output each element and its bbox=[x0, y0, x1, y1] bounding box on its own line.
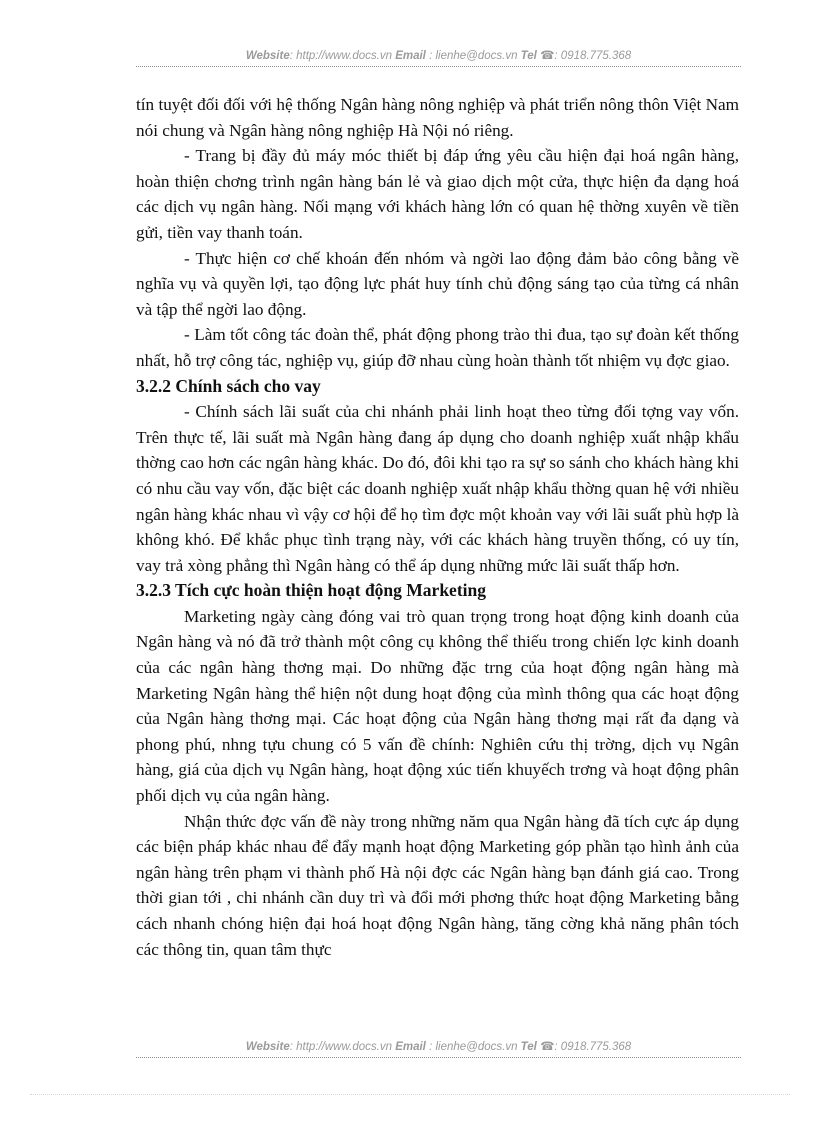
paragraph-7: Nhận thức đợc vấn đề này trong những năm qua Ngân hàng đã tích cực áp dụng các biện pháp khác nhau để đẩy mạnh hoạt động Marketing góp phần tạo hình ảnh của ngân hàng trên phạm vi thành phố Hà nội đợc các Ngân hàng bạn đánh giá cao. Trong thời gian tới , chi nhánh cần duy trì và đổi mới phơng thức hoạt động Marketing bằng cách nhanh chóng hiện đại hoá hoạt động Ngân hàng, tăng cờng khả năng phân tóch các thông tin, quan tâm thực bbox=[136, 811, 739, 959]
header-rule bbox=[136, 66, 741, 67]
paragraph-4: - Làm tốt công tác đoàn thể, phát động phong trào thi đua, tạo sự đoàn kết thống nhất, hỗ trợ công tác, nghiệp vụ, giúp đỡ nhau cùng hoàn thành tốt nhiệm vụ đợc giao. bbox=[136, 325, 739, 370]
paragraph-6: Marketing ngày càng đóng vai trò quan trọng trong hoạt động kinh doanh của Ngân hàng và nó đã trở thành một công cụ không thể thiếu trong chiến lợc kinh doanh của các ngân hàng thơng mại. Do những đặc trng của hoạt động ngân hàng mà Marketing Ngân hàng thể hiện nột dung hoạt động của mình thông qua các hoạt động của Ngân hàng thơng mại. Các hoạt động của Ngân hàng thơng mại rất đa dạng và phong phú, nhng tựu chung có 5 vấn đề chính: Nghiên cứu thị trờng, dịch vụ Ngân hàng, giá của dịch vụ Ngân hàng, hoạt động xúc tiến khuyếch trơng và hoạt động phân phối dịch vụ của ngân hàng. bbox=[136, 606, 739, 806]
header-website-link[interactable]: : http://www.docs.vn bbox=[289, 50, 392, 62]
page-edge-divider bbox=[30, 1094, 790, 1095]
page-footer bbox=[136, 1039, 741, 1053]
header-email-label: Email bbox=[395, 50, 426, 62]
header-tel-value: : 0918.775.368 bbox=[554, 50, 632, 62]
header-tel-label: Tel bbox=[520, 50, 537, 62]
phone-icon: ☎ bbox=[540, 50, 555, 62]
section-heading-3-2-2: 3.2.2 Chính sách cho vay bbox=[136, 375, 321, 396]
document-body bbox=[136, 92, 739, 962]
section-heading-3-2-3: 3.2.3 Tích cực hoàn thiện hoạt động Marketing bbox=[136, 580, 486, 601]
footer-tel-label: Tel bbox=[520, 1041, 537, 1053]
footer-email-link[interactable]: : lienhe@docs.vn bbox=[429, 1041, 518, 1053]
paragraph-2: - Trang bị đầy đủ máy móc thiết bị đáp ứng yêu cầu hiện đại hoá ngân hàng, hoàn thiện chơng trình ngân hàng bán lẻ và giao dịch một cửa, thực hiện đa dạng hoá các dịch vụ ngân hàng. Nối mạng với khách hàng lớn có quan hệ thờng xuyên về tiền gửi, tiền vay thanh toán. bbox=[136, 146, 739, 242]
header-website-label: Website bbox=[245, 50, 290, 62]
footer-email-label: Email bbox=[395, 1041, 426, 1053]
footer-tel-value: : 0918.775.368 bbox=[554, 1041, 632, 1053]
footer-website-label: Website bbox=[245, 1041, 290, 1053]
footer-phone-icon: ☎ bbox=[540, 1041, 555, 1053]
paragraph-1: tín tuyệt đối đối với hệ thống Ngân hàng nông nghiệp và phát triển nông thôn Việt Nam nói chung và Ngân hàng nông nghiệp Hà Nội nó riêng. bbox=[136, 95, 740, 140]
paragraph-5: - Chính sách lãi suất của chi nhánh phải linh hoạt theo từng đối tợng vay vốn. Trên thực tế, lãi suất mà Ngân hàng đang áp dụng cho doanh nghiệp xuất nhập khẩu thờng cao hơn các ngân hàng khác. Do đó, đôi khi tạo ra sự so sánh cho khách hàng khi có nhu cầu vay vốn, đặc biệt các doanh nghiệp xuất nhập khẩu thờng quan hệ với nhiều ngân hàng khác nhau vì vậy cơ hội để họ tìm đợc một khoản vay với lãi suất phù hợp là không khó. Để khắc phục tình trạng này, với các khách hàng truyền thống, có uy tín, vay trả xòng phẳng thì Ngân hàng có thể áp dụng những mức lãi suất thấp hơn. bbox=[136, 402, 739, 575]
footer-rule bbox=[136, 1057, 741, 1058]
footer-website-link[interactable]: : http://www.docs.vn bbox=[289, 1041, 392, 1053]
header-email-link[interactable]: : lienhe@docs.vn bbox=[429, 50, 518, 62]
paragraph-3: - Thực hiện cơ chế khoán đến nhóm và ngời lao động đảm bảo công bằng về nghĩa vụ và quyền lợi, tạo động lực phát huy tính chủ động sáng tạo của từng cá nhân và tập thể ngời lao động. bbox=[136, 248, 739, 319]
page-header bbox=[136, 48, 741, 62]
